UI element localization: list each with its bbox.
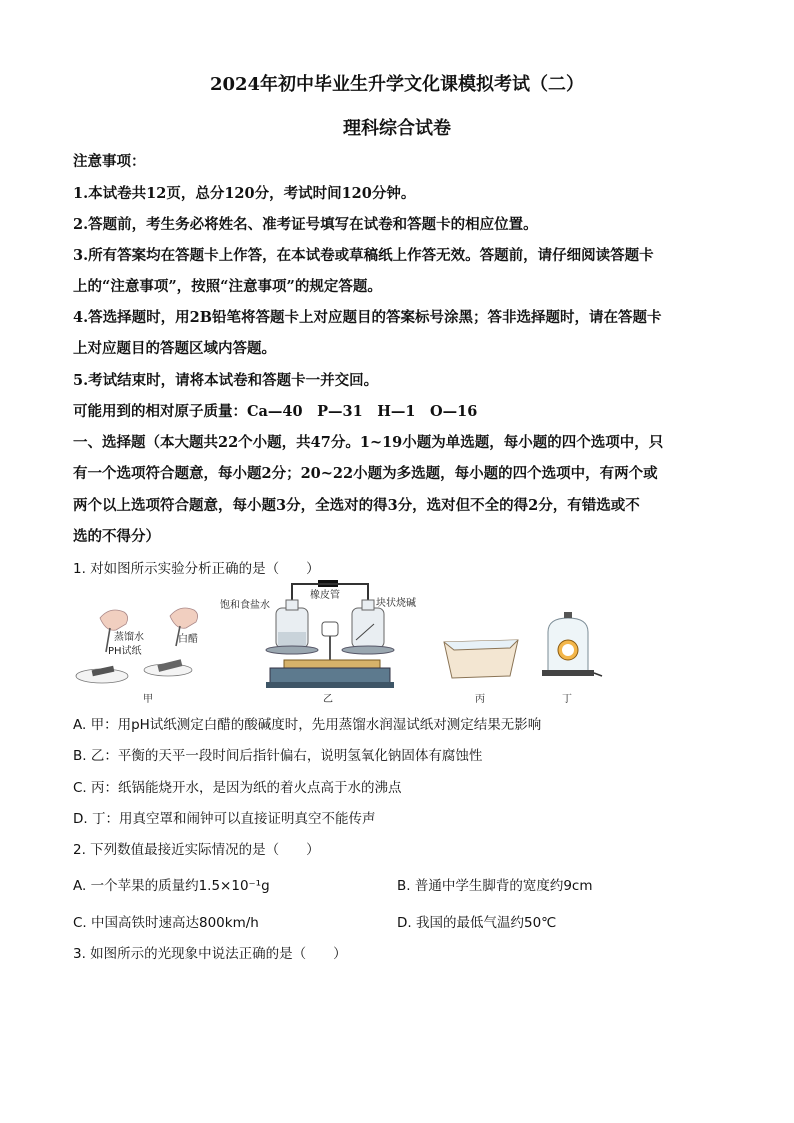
- exam-title: 2024年初中毕业生升学文化课模拟考试（二）: [209, 74, 585, 95]
- notice-item: 3.所有答案均在答题卡上作答，在本试卷或草稿纸上作答无效。答题前，请仔细阅读答题卡: [73, 247, 654, 264]
- figure-jia: [76, 608, 198, 705]
- label-saline: 饱和食盐水: [220, 600, 270, 611]
- notice-item: 2.答题前，考生务必将姓名、准考证号填写在试卷和答题卡的相应位置。: [73, 216, 538, 233]
- q2-option-b: B. 普通中学生脚背的宽度约9cm: [397, 878, 593, 894]
- q2-option-a: A. 一个苹果的质量约1.5×10⁻¹g: [73, 878, 270, 894]
- atomic-mass-note: 可能用到的相对原子质量：Ca—40 P—31 H—1 O—16: [73, 403, 478, 420]
- q1-option-c: C. 丙：纸锅能烧开水，是因为纸的着火点高于水的沸点: [73, 780, 402, 796]
- exam-subtitle: 理科综合试卷: [343, 118, 451, 139]
- section-heading-line: 两个以上选项符合题意，每小题3分，全选对的得3分，选对但不全的得2分，有错选或不: [73, 497, 640, 514]
- figure-ding: [542, 612, 602, 705]
- caption-jia: 甲: [143, 694, 153, 705]
- section-heading-line: 选的不得分）: [73, 528, 160, 545]
- question-1-figure: [70, 578, 610, 710]
- figure-yi: [220, 580, 416, 705]
- notice-item: 上的“注意事项”，按照“注意事项”的规定答题。: [73, 278, 382, 295]
- q2-option-c: C. 中国高铁时速高达800km/h: [73, 915, 259, 931]
- label-rubber-tube: 橡皮管: [310, 590, 340, 601]
- q1-option-d: D. 丁：用真空罩和闹钟可以直接证明真空不能传声: [73, 811, 376, 827]
- caption-bing: 丙: [475, 694, 485, 705]
- question-3-stem: 3. 如图所示的光现象中说法正确的是（ ）: [73, 946, 347, 962]
- label-distilled-water: 蒸馏水: [114, 632, 144, 643]
- label-caustic-soda: 块状烧碱: [376, 598, 416, 609]
- question-2-stem: 2. 下列数值最接近实际情况的是（ ）: [73, 842, 320, 858]
- notice-heading: 注意事项：: [73, 153, 146, 170]
- section-heading-line: 有一个选项符合题意，每小题2分；20~22小题为多选题，每小题的四个选项中，有两个或: [73, 465, 658, 482]
- figure-bing: [444, 640, 518, 705]
- section-heading: 一、选择题（本大题共22个小题，共47分。1~19小题为单选题，每小题的四个选项中，只: [73, 434, 664, 451]
- q2-option-d: D. 我国的最低气温约50℃: [397, 915, 557, 931]
- notice-item: 5.考试结束时，请将本试卷和答题卡一并交回。: [73, 372, 379, 389]
- q1-option-a: A. 甲：用pH试纸测定白醋的酸碱度时，先用蒸馏水润湿试纸对测定结果无影响: [73, 717, 542, 733]
- q1-option-b: B. 乙：平衡的天平一段时间后指针偏右，说明氢氧化钠固体有腐蚀性: [73, 748, 483, 764]
- question-1-stem: 1. 对如图所示实验分析正确的是（ ）: [73, 561, 320, 577]
- notice-item: 4.答选择题时，用2B铅笔将答题卡上对应题目的答案标号涂黑；答非选择题时，请在答题卡: [73, 309, 662, 326]
- caption-yi: 乙: [323, 694, 333, 705]
- label-vinegar: 白醋: [178, 634, 198, 645]
- caption-ding: 丁: [562, 694, 572, 705]
- notice-item: 1.本试卷共12页，总分120分，考试时间120分钟。: [73, 185, 416, 202]
- notice-item: 上对应题目的答题区域内答题。: [73, 340, 276, 357]
- label-ph-paper: PH试纸: [108, 646, 142, 657]
